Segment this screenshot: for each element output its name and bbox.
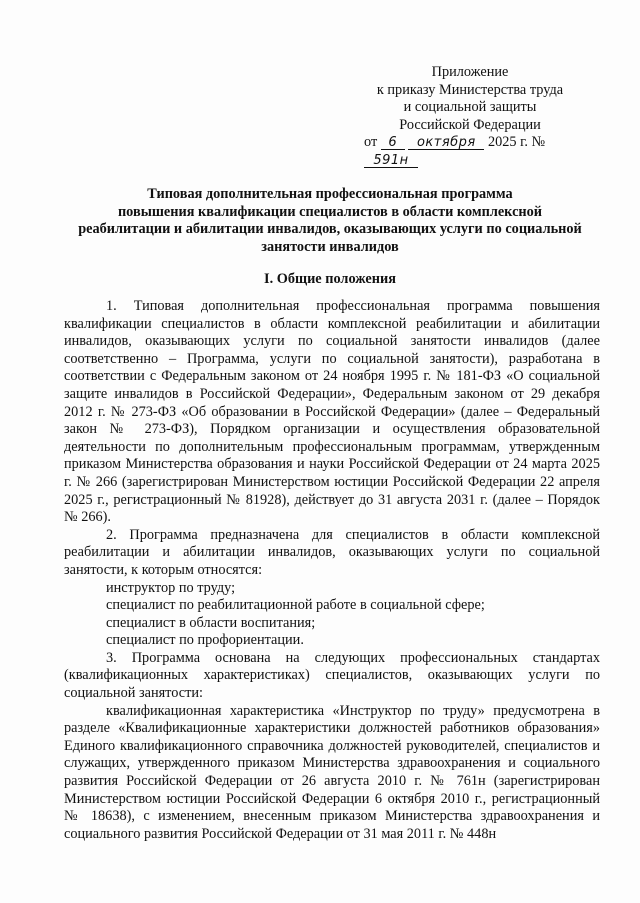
appendix-label: Приложение [431,64,509,80]
appendix-ministry: и социальной защиты [403,99,537,116]
date-prefix: от [364,134,378,151]
section-heading: I. Общие положения [264,271,396,287]
list-item: инструктор по труду; [106,579,236,596]
appendix-block [360,64,580,170]
appendix-order-ref: к приказу Министерства труда [376,81,564,98]
appendix-country: Российской Федерации [399,116,541,133]
handwritten-month: октября [408,136,484,150]
title-line: повышения квалификации специалистов в области комплексной [117,203,543,220]
title-line: Типовая дополнительная профессиональная программа [147,186,513,202]
document-title [60,186,600,256]
document-body [64,298,600,843]
paragraph-2: 2. Программа предназначена для специалистов в области комплексной реабилитации и абилитации инвалидов, оказывающих услуги по социальной занятости, к которым относятся: [64,526,600,578]
title-line: занятости инвалидов [261,238,399,255]
list-item: специалист по профориентации. [106,632,304,649]
handwritten-day: 6 [381,136,405,150]
paragraph-3: 3. Программа основана на следующих профессиональных стандартах (квалификационных характеристиках) специалистов, оказывающих услуги по социальной занятости: [64,649,600,702]
date-year: 2025 г. № [487,134,546,151]
appendix-date-line [364,134,584,169]
handwritten-order-number: 591н [364,154,418,168]
paragraph-1: 1. Типовая дополнительная профессиональная программа повышения квалификации специалистов в области комплексной реабилитации и абилитации инвалидов, оказывающих услуги по социальной занятости инвалидов (далее соответственно – Программа, услуги по социальной занятости), разработана в соответствии с Федеральным законом от 24 ноября 1995 г. № 181-ФЗ «О социальной защите инвалидов в Российской Федерации», Федеральным законом от 29 декабря 2012 г. № 273-ФЗ «Об образовании в Российской Федерации» (далее – Федеральный закон № 273-ФЗ), Порядком организации и осуществления образовательной деятельности по дополнительным профессиональным программам, утвержденным приказом Министерства образования и науки Российской Федерации от 24 марта 2025 г. № 266 (зарегистрирован Министерством юстиции Российской Федерации 22 апреля 2025 г., регистрационный № 81928), действует до 31 августа 2031 г. (далее – Порядок № 266). [64,298,600,526]
list-item: специалист в области воспитания; [106,614,316,631]
list-item: специалист по реабилитационной работе в социальной сфере; [106,597,485,614]
title-line: реабилитации и абилитации инвалидов, оказывающих услуги по социальной [78,221,582,238]
paragraph-4: квалификационная характеристика «Инструктор по труду» предусмотрена в разделе «Квалификационные характеристики должностей работников образования» Единого квалификационного справочника должностей руководителей, специалистов и служащих, утвержденного приказом Министерства здравоохранения и социального развития Российской Федерации от 26 августа 2010 г. № 761н (зарегистрирован Министерством юстиции Российской Федерации 6 октября 2010 г., регистрационный № 18638), с изменением, внесенным приказом Министерства здравоохранения и социального развития Российской Федерации от 31 мая 2011 г. № 448н [64,702,600,842]
